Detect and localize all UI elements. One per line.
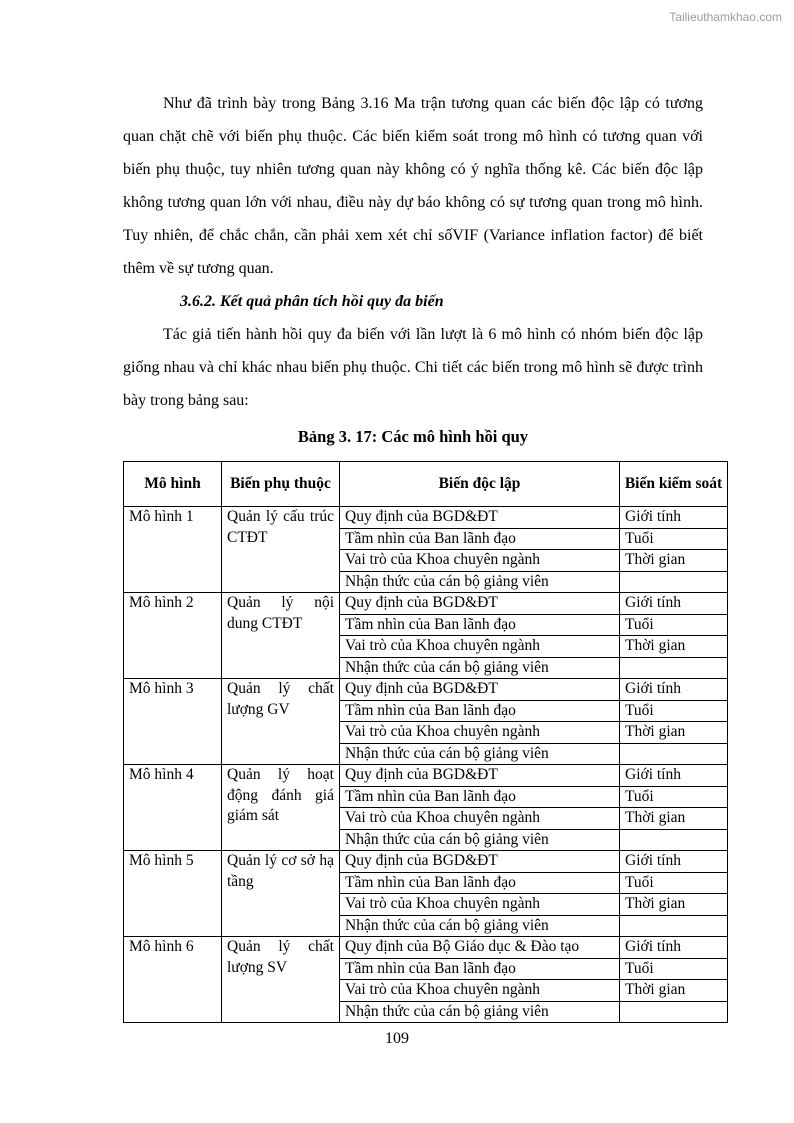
- dependent-variable-cell: Quản lý cấu trúc CTĐT: [222, 507, 340, 593]
- independent-variable-cell: Quy định của BGD&ĐT: [340, 593, 620, 615]
- independent-variable-cell: Tầm nhìn của Ban lãnh đạo: [340, 786, 620, 808]
- header-model: Mô hình: [124, 462, 222, 507]
- model-name-cell: Mô hình 1: [124, 507, 222, 593]
- table-caption: Bảng 3. 17: Các mô hình hồi quy: [297, 427, 529, 446]
- control-variable-cell: Tuổi: [620, 528, 728, 550]
- control-variable-cell: [620, 1001, 728, 1023]
- independent-variable-cell: Quy định của Bộ Giáo dục & Đào tạo: [340, 937, 620, 959]
- table-row: [124, 507, 728, 529]
- page-number: 109: [385, 1030, 409, 1047]
- table-row: [124, 679, 728, 701]
- table-row: [124, 851, 728, 873]
- control-variable-cell: [620, 743, 728, 765]
- independent-variable-cell: Quy định của BGD&ĐT: [340, 507, 620, 529]
- control-variable-cell: Thời gian: [620, 722, 728, 744]
- control-variable-cell: Giới tính: [620, 507, 728, 529]
- page-content: [123, 87, 723, 1023]
- model-name-cell: Mô hình 2: [124, 593, 222, 679]
- header-independent: Biến độc lập: [340, 462, 620, 507]
- control-variable-cell: Giới tính: [620, 679, 728, 701]
- table-row: [124, 593, 728, 615]
- independent-variable-cell: Nhận thức của cán bộ giảng viên: [340, 915, 620, 937]
- header-row: [124, 462, 728, 507]
- paragraph-models-intro: Tác giả tiến hành hồi quy đa biến với lần lượt là 6 mô hình có nhóm biến độc lập giống nhau và chỉ khác nhau biến phụ thuộc. Chi tiết các biến trong mô hình sẽ được trình bày trong bảng sau:: [123, 326, 703, 409]
- control-variable-cell: Tuổi: [620, 700, 728, 722]
- independent-variable-cell: Tầm nhìn của Ban lãnh đạo: [340, 528, 620, 550]
- control-variable-cell: Thời gian: [620, 894, 728, 916]
- header-control: Biến kiểm soát: [620, 462, 728, 507]
- table-row: [124, 937, 728, 959]
- independent-variable-cell: Tầm nhìn của Ban lãnh đạo: [340, 958, 620, 980]
- control-variable-cell: Giới tính: [620, 851, 728, 873]
- independent-variable-cell: Nhận thức của cán bộ giảng viên: [340, 657, 620, 679]
- independent-variable-cell: Nhận thức của cán bộ giảng viên: [340, 571, 620, 593]
- table-header: [124, 462, 728, 507]
- control-variable-cell: [620, 571, 728, 593]
- independent-variable-cell: Vai trò của Khoa chuyên ngành: [340, 550, 620, 572]
- independent-variable-cell: Tầm nhìn của Ban lãnh đạo: [340, 614, 620, 636]
- control-variable-cell: Tuổi: [620, 614, 728, 636]
- control-variable-cell: Thời gian: [620, 636, 728, 658]
- independent-variable-cell: Quy định của BGD&ĐT: [340, 679, 620, 701]
- models-table-body: [124, 507, 728, 1023]
- control-variable-cell: Giới tính: [620, 765, 728, 787]
- paragraph-correlation: Như đã trình bày trong Bảng 3.16 Ma trận tương quan các biến độc lập có tương quan chặt chẽ với biến phụ thuộc. Các biến kiểm soát trong mô hình có tương quan với biến phụ thuộc, tuy nhiên tương quan này không có ý nghĩa thống kê. Các biến độc lập không tương quan lớn với nhau, điều này dự báo không có sự tương quan trong mô hình. Tuy nhiên, để chắc chắn, cần phải xem xét chỉ sốVIF (Variance inflation factor) để biết thêm về sự tương quan.: [123, 95, 703, 277]
- model-name-cell: Mô hình 4: [124, 765, 222, 851]
- dependent-variable-cell: Quản lý hoạt động đánh giá giám sát: [222, 765, 340, 851]
- model-name-cell: Mô hình 6: [124, 937, 222, 1023]
- dependent-variable-cell: Quản lý chất lượng GV: [222, 679, 340, 765]
- dependent-variable-cell: Quản lý chất lượng SV: [222, 937, 340, 1023]
- independent-variable-cell: Nhận thức của cán bộ giảng viên: [340, 1001, 620, 1023]
- control-variable-cell: Thời gian: [620, 550, 728, 572]
- control-variable-cell: [620, 915, 728, 937]
- control-variable-cell: [620, 657, 728, 679]
- dependent-variable-cell: Quản lý nội dung CTĐT: [222, 593, 340, 679]
- control-variable-cell: [620, 829, 728, 851]
- independent-variable-cell: Tầm nhìn của Ban lãnh đạo: [340, 700, 620, 722]
- control-variable-cell: Thời gian: [620, 980, 728, 1002]
- independent-variable-cell: Vai trò của Khoa chuyên ngành: [340, 808, 620, 830]
- independent-variable-cell: Tầm nhìn của Ban lãnh đạo: [340, 872, 620, 894]
- independent-variable-cell: Nhận thức của cán bộ giảng viên: [340, 743, 620, 765]
- table-row: [124, 765, 728, 787]
- control-variable-cell: Tuổi: [620, 786, 728, 808]
- independent-variable-cell: Vai trò của Khoa chuyên ngành: [340, 980, 620, 1002]
- control-variable-cell: Tuổi: [620, 872, 728, 894]
- control-variable-cell: Tuổi: [620, 958, 728, 980]
- model-name-cell: Mô hình 3: [124, 679, 222, 765]
- models-table: [123, 461, 728, 1023]
- watermark: Tailieuthamkhao.com: [669, 10, 782, 24]
- section-heading: 3.6.2. Kết quả phân tích hồi quy đa biến: [180, 293, 444, 310]
- independent-variable-cell: Nhận thức của cán bộ giảng viên: [340, 829, 620, 851]
- independent-variable-cell: Quy định của BGD&ĐT: [340, 765, 620, 787]
- control-variable-cell: Giới tính: [620, 593, 728, 615]
- independent-variable-cell: Quy định của BGD&ĐT: [340, 851, 620, 873]
- independent-variable-cell: Vai trò của Khoa chuyên ngành: [340, 894, 620, 916]
- control-variable-cell: Thời gian: [620, 808, 728, 830]
- model-name-cell: Mô hình 5: [124, 851, 222, 937]
- dependent-variable-cell: Quản lý cơ sở hạ tầng: [222, 851, 340, 937]
- control-variable-cell: Giới tính: [620, 937, 728, 959]
- header-dependent: Biến phụ thuộc: [222, 462, 340, 507]
- independent-variable-cell: Vai trò của Khoa chuyên ngành: [340, 636, 620, 658]
- independent-variable-cell: Vai trò của Khoa chuyên ngành: [340, 722, 620, 744]
